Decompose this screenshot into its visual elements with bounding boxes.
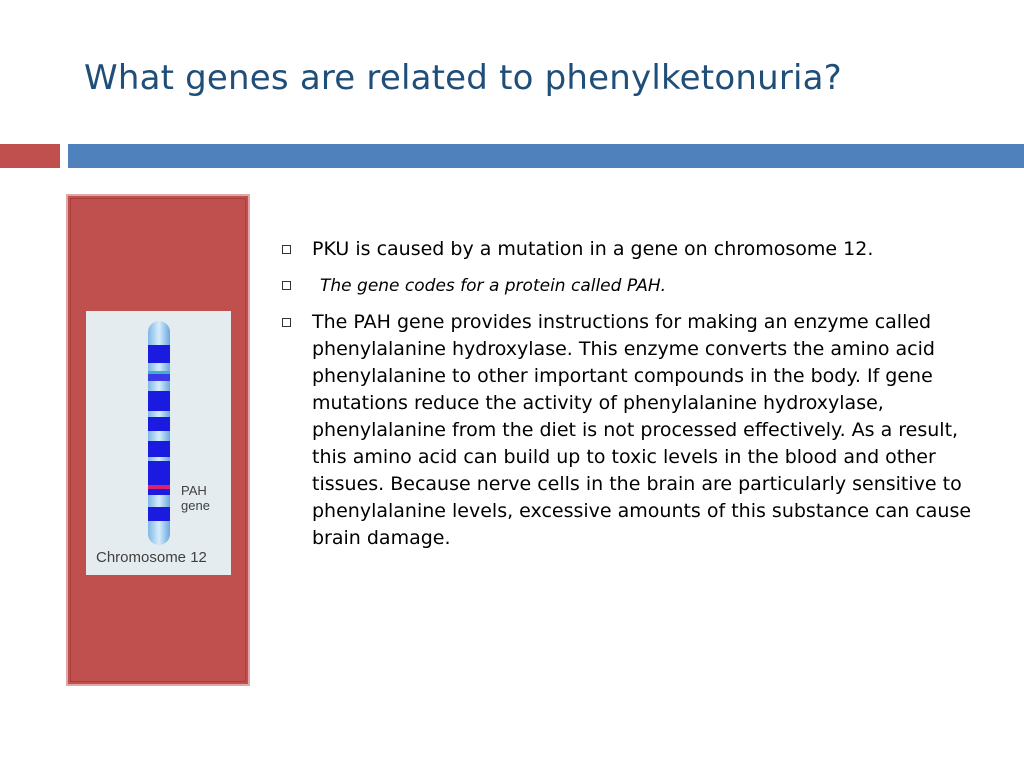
chromosome-band xyxy=(148,507,170,521)
chromosome-figure xyxy=(86,311,231,575)
pah-gene-band xyxy=(148,485,170,489)
centromere-mark xyxy=(148,371,170,374)
chromosome-diagram xyxy=(86,311,231,575)
square-bullet-icon xyxy=(282,245,291,254)
pah-gene-label xyxy=(181,483,210,513)
chromosome-band xyxy=(148,461,170,485)
title-divider-blue xyxy=(68,144,1024,168)
chromosome-band xyxy=(148,373,170,381)
bullet-text: The PAH gene provides instructions for making an enzyme called phenylalanine hydroxylase. This enzyme converts the amino acid phenylalanine to other important compounds in the body. If gene mutations reduce the activity of phenylalanine hydroxylase, phenylalanine from the diet is not processed effectively. As a result, this amino acid can build up to toxic levels in the blood and other tissues. Because nerve cells in the brain are particularly sensitive to phenylalanine levels, excessive amounts of this substance can cause brain damage. xyxy=(312,311,972,549)
bullet-text: PKU is caused by a mutation in a gene on chromosome 12. xyxy=(312,238,874,260)
bullet-item xyxy=(282,272,972,299)
bullet-list xyxy=(282,236,972,562)
slide-title: What genes are related to phenylketonuria? xyxy=(84,58,842,98)
chromosome-band xyxy=(148,441,170,457)
square-bullet-icon xyxy=(282,281,291,290)
square-bullet-icon xyxy=(282,318,291,327)
chromosome-band xyxy=(148,417,170,431)
bullet-item xyxy=(282,309,972,552)
title-divider-red xyxy=(0,144,60,168)
chromosome-band xyxy=(148,489,170,495)
bullet-text: The gene codes for a protein called PAH. xyxy=(320,276,667,296)
chromosome-band xyxy=(148,391,170,411)
chromosome-band xyxy=(148,345,170,363)
figure-caption: Chromosome 12 xyxy=(96,549,207,566)
pah-gene-label-text: PAH gene xyxy=(181,483,210,513)
bullet-item xyxy=(282,236,972,262)
